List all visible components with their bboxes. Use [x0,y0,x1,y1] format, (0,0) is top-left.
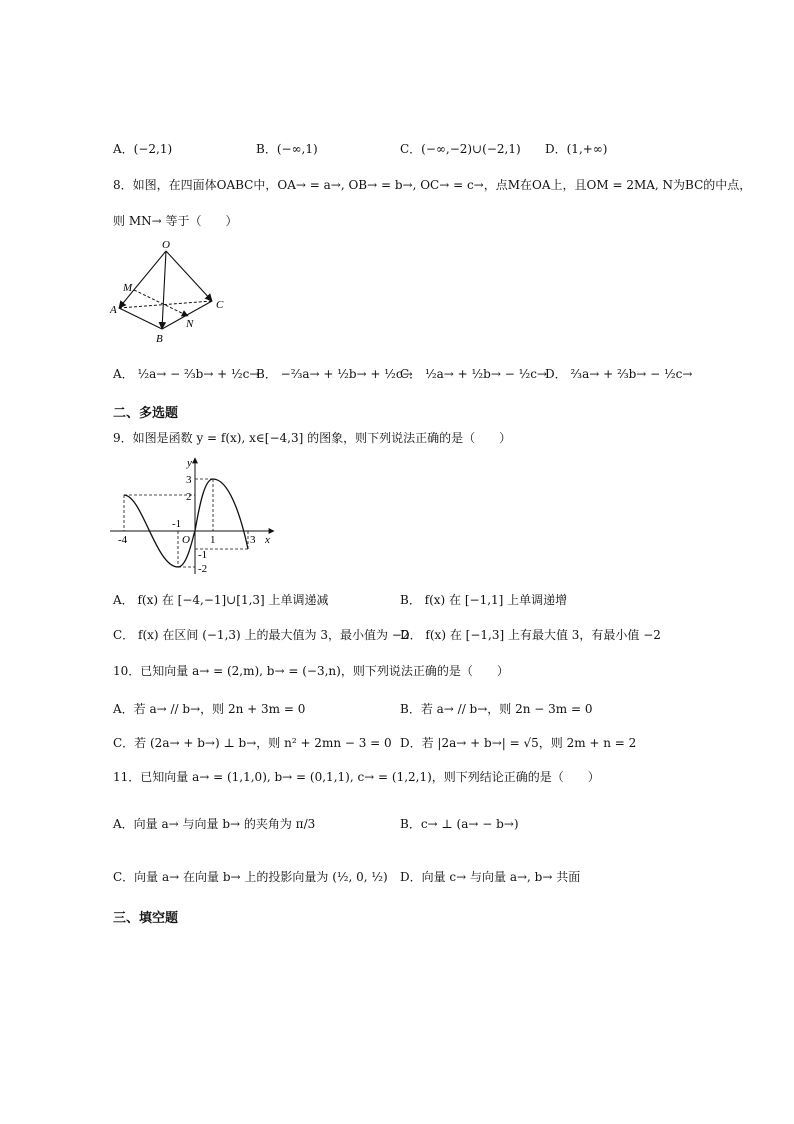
tick-y-neg1: -1 [198,549,208,561]
label-c: C [216,299,224,311]
q8-stem-line1: 8．如图，在四面体OABC中，OA→ = a→, OB→ = b→, OC→ = c→，点M在OA上，且OM = 2MA, N为BC的中点， [113,178,752,192]
q8-option-a: A． ½a→ − ⅔b→ + ½c→ [113,367,260,381]
tick-y-2: 2 [186,491,192,503]
tick-x-neg4: -4 [118,534,128,546]
tick-y-3: 3 [186,474,192,486]
label-a: A [110,304,117,316]
q8-option-b: B． −⅔a→ + ½b→ + ½c→ [256,367,413,381]
edge-oc [166,251,212,301]
label-m: M [123,282,133,294]
q8-option-c: C． ½a→ + ½b→ − ½c→ [400,367,547,381]
function-graph [108,452,283,580]
q8-stem-line2: 则 MN→ 等于（ ） [113,214,238,228]
tick-x-1: 1 [210,534,216,546]
q9-option-c: C． f(x) 在区间 (−1,3) 上的最大值为 3，最小值为 −2 [113,628,410,642]
label-o: O [162,239,170,251]
edge-ac [119,301,212,308]
q10-option-b: B．若 a→ // b→，则 2n − 3m = 0 [400,702,593,716]
section-heading-fill-blank: 三、填空题 [113,911,179,926]
edge-oa [119,251,166,308]
label-n: N [186,318,194,330]
label-origin: O [182,534,190,546]
edge-ab [119,308,162,329]
q11-option-c: C．向量 a→ 在向量 b→ 上的投影向量为 (½, 0, ½) [113,870,388,884]
q10-option-d: D．若 |2a→ + b→| = √5，则 2m + n = 2 [400,736,637,750]
q9-option-b: B． f(x) 在 [−1,1] 上单调递增 [400,593,568,607]
q10-option-a: A．若 a→ // b→，则 2n + 3m = 0 [113,702,306,716]
q7-option-c: C．(−∞,−2)∪(−2,1) [400,142,521,156]
q9-option-d: D． f(x) 在 [−1,3] 上有最大值 3，有最小值 −2 [400,628,661,642]
label-y: y [187,457,192,469]
q7-option-b: B．(−∞,1) [256,142,318,156]
tick-y-neg2: -2 [198,563,208,575]
section-heading-multi-choice: 二、多选题 [113,406,179,421]
q7-option-d: D．(1,+∞) [545,142,608,156]
label-b: B [156,333,163,345]
tetrahedron-figure [108,236,238,346]
q10-stem: 10．已知向量 a→ = (2,m), b→ = (−3,n)，则下列说法正确的是（ ） [113,664,509,678]
label-x: x [265,534,270,546]
q10-option-c: C．若 (2a→ + b→) ⊥ b→，则 n² + 2mn − 3 = 0 [113,736,392,750]
edge-ob [162,251,166,329]
q9-stem: 9．如图是函数 y = f(x), x∈[−4,3] 的图象，则下列说法正确的是（ ） [113,431,512,445]
q11-option-a: A．向量 a→ 与向量 b→ 的夹角为 π/3 [113,817,316,831]
q7-option-a: A．(−2,1) [113,142,173,156]
q8-option-d: D． ⅔a→ + ⅔b→ − ½c→ [545,367,693,381]
tick-x-neg1: -1 [172,518,182,530]
q11-stem: 11．已知向量 a→ = (1,1,0), b→ = (0,1,1), c→ = (1,2,1)，则下列结论正确的是（ ） [113,770,600,784]
q11-option-b: B．c→ ⊥ (a→ − b→) [400,817,519,831]
tick-x-3: 3 [250,534,256,546]
q11-option-d: D．向量 c→ 与向量 a→, b→ 共面 [400,870,581,884]
q9-option-a: A． f(x) 在 [−4,−1]∪[1,3] 上单调递减 [113,593,329,607]
